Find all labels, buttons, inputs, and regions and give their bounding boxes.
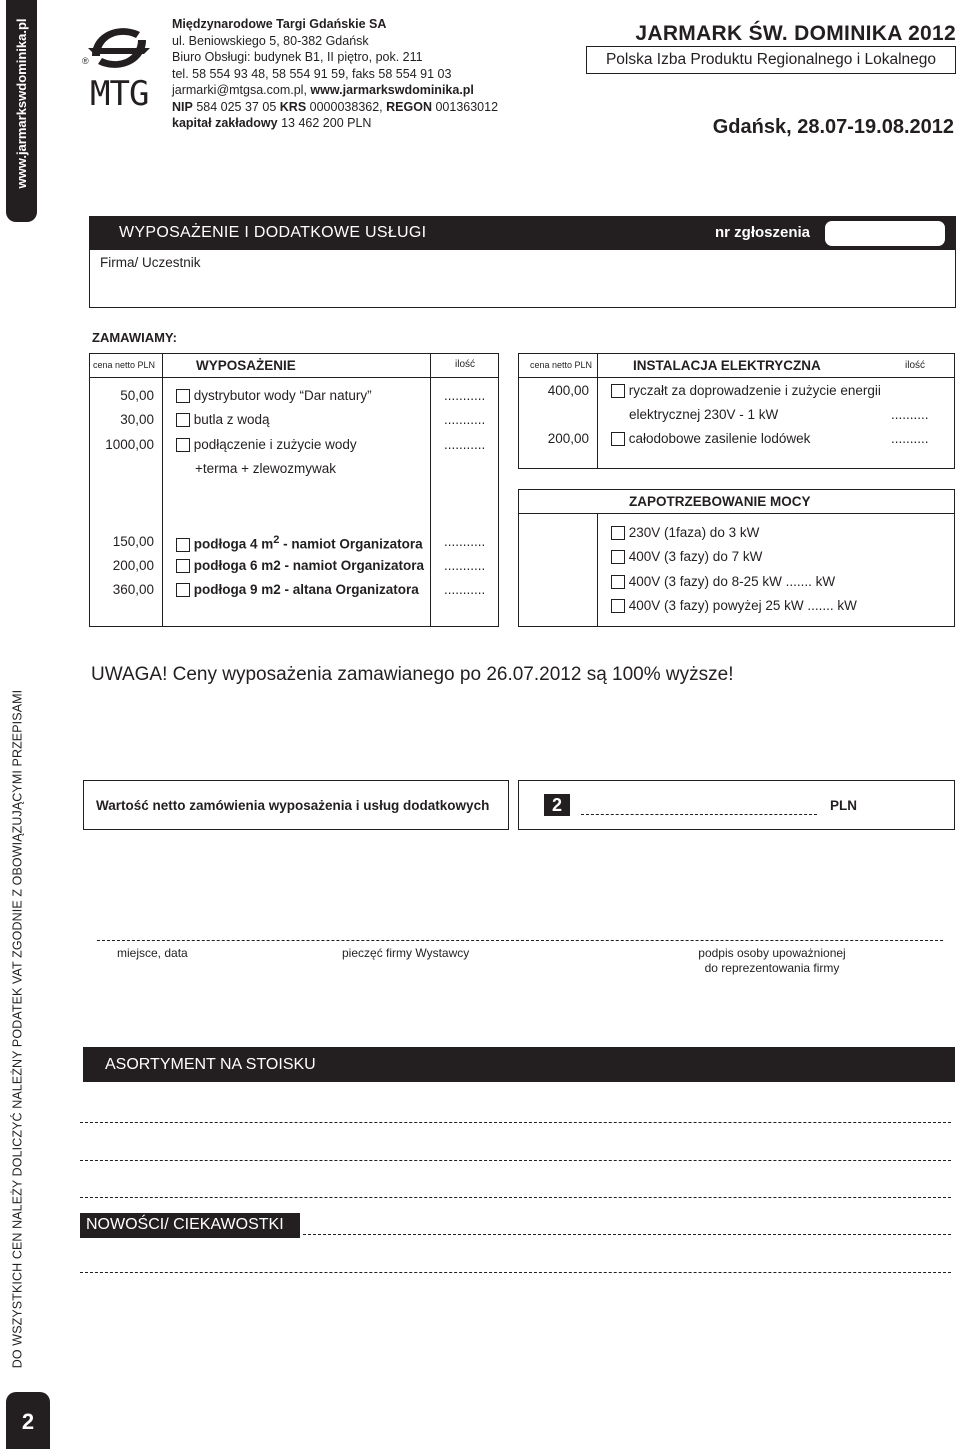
electric-col-divider: [597, 354, 598, 468]
news-line[interactable]: [303, 1234, 951, 1235]
electric-item-label: ryczałt za doprowadzenie i zużycie energii: [628, 383, 881, 398]
organizer-capital: [172, 115, 498, 132]
total-label: Wartość netto zamówienia wyposażenia i usług dodatkowych: [96, 798, 490, 813]
floor-item-label: podłoga 4 m: [193, 536, 274, 552]
assortment-line[interactable]: [80, 1197, 951, 1198]
krs-label: KRS: [279, 99, 307, 114]
equipment-qty-header: ilość: [455, 359, 476, 370]
company-label: Firma/ Uczestnik: [100, 255, 201, 270]
checkbox-icon[interactable]: [611, 432, 625, 446]
signature-label-line1: podpis osoby upoważnionej: [698, 946, 846, 960]
floor-item[interactable]: [176, 582, 419, 597]
floor-item[interactable]: [176, 534, 423, 552]
floor-item-sup: 2: [273, 534, 280, 546]
signature-label: [672, 946, 872, 976]
organizer-address: ul. Beniowskiego 5, 80-382 Gdańsk: [172, 33, 369, 48]
equipment-price: 30,00: [120, 412, 154, 427]
nip-value: 584 025 37 05: [196, 99, 277, 114]
organizer-website: www.jarmarkswdominika.pl: [310, 83, 474, 97]
regon-label: REGON: [386, 99, 432, 114]
organizer-email: jarmarki@mtgsa.com.pl,: [172, 83, 311, 97]
section-bar: [89, 216, 956, 250]
checkbox-icon[interactable]: [611, 384, 625, 398]
event-title: JARMARK ŚW. DOMINIKA 2012: [635, 22, 956, 45]
equipment-title: WYPOSAŻENIE: [196, 358, 296, 373]
order-label: ZAMAWIAMY:: [92, 330, 177, 345]
assortment-line[interactable]: [80, 1122, 951, 1123]
krs-value: 0000038362,: [309, 99, 383, 114]
signature-label-line2: do reprezentowania firmy: [704, 961, 840, 975]
checkbox-icon[interactable]: [176, 389, 190, 403]
organizer-email-line: [172, 82, 498, 99]
organizer-ids: [172, 99, 498, 116]
checkbox-icon[interactable]: [176, 538, 190, 552]
equipment-qty[interactable]: ...........: [444, 412, 486, 427]
application-no-input[interactable]: [825, 221, 945, 246]
equipment-col-divider-1: [162, 354, 163, 626]
power-col-divider: [597, 513, 598, 626]
electric-item-label: całodobowe zasilenie lodówek: [628, 431, 811, 446]
equipment-item[interactable]: [176, 388, 372, 403]
website-vertical-text: www.jarmarkswdominika.pl: [14, 18, 29, 189]
equipment-item-label: podłączenie i zużycie wody: [193, 437, 357, 452]
power-option[interactable]: [611, 525, 759, 540]
equipment-qty[interactable]: ...........: [444, 437, 486, 452]
equipment-extra-line: +terma + zlewozmywak: [195, 461, 337, 476]
electric-price-header: cena netto PLN: [530, 360, 593, 370]
price-notice: UWAGA! Ceny wyposażenia zamawianego po 26.07.2012 są 100% wyższe!: [91, 664, 734, 685]
equipment-item[interactable]: [176, 412, 270, 427]
company-field[interactable]: [89, 250, 956, 308]
checkbox-icon[interactable]: [176, 559, 190, 573]
floor-qty[interactable]: ...........: [444, 582, 486, 597]
vat-vertical-notice: DO WSZYSTKICH CEN NALEŻY DOLICZYĆ NALEŻNY PODATEK VAT ZGODNIE Z OBOWIĄZUJĄCYMI PRZEPISAMI: [10, 689, 25, 1369]
total-label-box: [83, 780, 509, 830]
electric-qty[interactable]: ..........: [891, 431, 929, 446]
assortment-line[interactable]: [80, 1160, 951, 1161]
power-option[interactable]: [611, 574, 835, 589]
news-bar: [80, 1213, 300, 1238]
equipment-header-divider: [90, 377, 498, 378]
electric-price: 400,00: [547, 383, 589, 398]
section-title: WYPOSAŻENIE I DODATKOWE USŁUGI: [119, 224, 427, 241]
equipment-price: 1000,00: [105, 437, 154, 452]
electric-item[interactable]: [611, 431, 810, 446]
equipment-item[interactable]: [176, 437, 357, 452]
signature-line[interactable]: [97, 940, 943, 941]
power-option-label: 400V (3 fazy) powyżej 25 kW ....... kW: [628, 598, 857, 613]
electric-item-line2: elektrycznej 230V - 1 kW: [629, 407, 779, 422]
electric-header-divider: [519, 377, 954, 378]
capital-value: 13 462 200 PLN: [281, 116, 372, 130]
checkbox-icon[interactable]: [611, 575, 625, 589]
total-badge: 2: [544, 794, 570, 816]
power-title: ZAPOTRZEBOWANIE MOCY: [629, 494, 811, 509]
floor-item-label: podłoga 9 m2 - altana Organizatora: [193, 582, 419, 597]
checkbox-icon[interactable]: [611, 550, 625, 564]
mtg-logo-icon: [84, 18, 154, 78]
floor-price: 200,00: [112, 558, 154, 573]
power-option[interactable]: [611, 598, 857, 613]
event-dates: Gdańsk, 28.07-19.08.2012: [712, 116, 954, 138]
floor-item[interactable]: [176, 558, 424, 573]
equipment-item-label: butla z wodą: [193, 412, 270, 427]
equipment-price: 50,00: [120, 388, 154, 403]
organizer-details: [172, 16, 498, 132]
registered-mark: ®: [82, 56, 89, 66]
news-line[interactable]: [80, 1272, 951, 1273]
organizer-name: Międzynarodowe Targi Gdańskie SA: [172, 17, 387, 31]
total-currency: PLN: [830, 798, 857, 813]
electric-qty-header: ilość: [905, 360, 926, 371]
floor-item-label-rest: - namiot Organizatora: [279, 536, 423, 552]
event-subtitle: Polska Izba Produktu Regionalnego i Lokalnego: [586, 46, 956, 74]
total-value-box[interactable]: [518, 780, 955, 830]
power-header-divider: [519, 513, 954, 514]
floor-item-label: podłoga 6 m2 - namiot Organizatora: [193, 558, 425, 573]
place-date-label: miejsce, data: [117, 946, 188, 960]
checkbox-icon[interactable]: [176, 438, 190, 452]
equipment-col-divider-2: [430, 354, 431, 626]
checkbox-icon[interactable]: [611, 599, 625, 613]
floor-price: 360,00: [112, 582, 154, 597]
equipment-table: [89, 353, 499, 627]
assortment-title: ASORTYMENT NA STOISKU: [105, 1056, 316, 1073]
event-block: [560, 22, 956, 46]
power-option-label: 400V (3 fazy) do 8-25 kW ....... kW: [628, 574, 836, 589]
equipment-price-header: cena netto PLN: [93, 360, 156, 370]
floor-price: 150,00: [112, 534, 154, 549]
page-number: 2: [6, 1392, 50, 1449]
electric-title: INSTALACJA ELEKTRYCZNA: [633, 358, 821, 373]
checkbox-icon[interactable]: [611, 526, 625, 540]
website-side-tab: [6, 0, 37, 222]
assortment-bar: [83, 1047, 955, 1082]
floor-qty[interactable]: ...........: [444, 534, 486, 549]
nip-label: NIP: [172, 99, 193, 114]
organizer-office: Biuro Obsługi: budynek B1, II piętro, pok. 211: [172, 50, 423, 64]
checkbox-icon[interactable]: [176, 413, 190, 427]
electric-item[interactable]: [611, 383, 881, 398]
electric-table: [518, 353, 955, 469]
checkbox-icon[interactable]: [176, 583, 190, 597]
regon-value: 001363012: [435, 99, 499, 114]
capital-label: kapitał zakładowy: [172, 116, 278, 130]
power-table: [518, 489, 955, 627]
organizer-phones: tel. 58 554 93 48, 58 554 91 59, faks 58 554 91 03: [172, 66, 452, 81]
mtg-logo: [84, 18, 154, 114]
power-option-label: 400V (3 fazy) do 7 kW: [628, 549, 763, 564]
logo-text: MTG: [90, 74, 149, 114]
power-option-label: 230V (1faza) do 3 kW: [628, 525, 760, 540]
power-option[interactable]: [611, 549, 762, 564]
stamp-label: pieczęć firmy Wystawcy: [342, 946, 470, 960]
electric-qty[interactable]: ..........: [891, 407, 929, 422]
floor-qty[interactable]: ...........: [444, 558, 486, 573]
application-no-label: nr zgłoszenia: [715, 224, 811, 241]
equipment-qty[interactable]: ...........: [444, 388, 486, 403]
total-value-line[interactable]: [581, 814, 817, 815]
news-title: NOWOŚCI/ CIEKAWOSTKI: [86, 1216, 284, 1233]
electric-price: 200,00: [547, 431, 589, 446]
equipment-item-label: dystrybutor wody “Dar natury”: [193, 388, 372, 403]
